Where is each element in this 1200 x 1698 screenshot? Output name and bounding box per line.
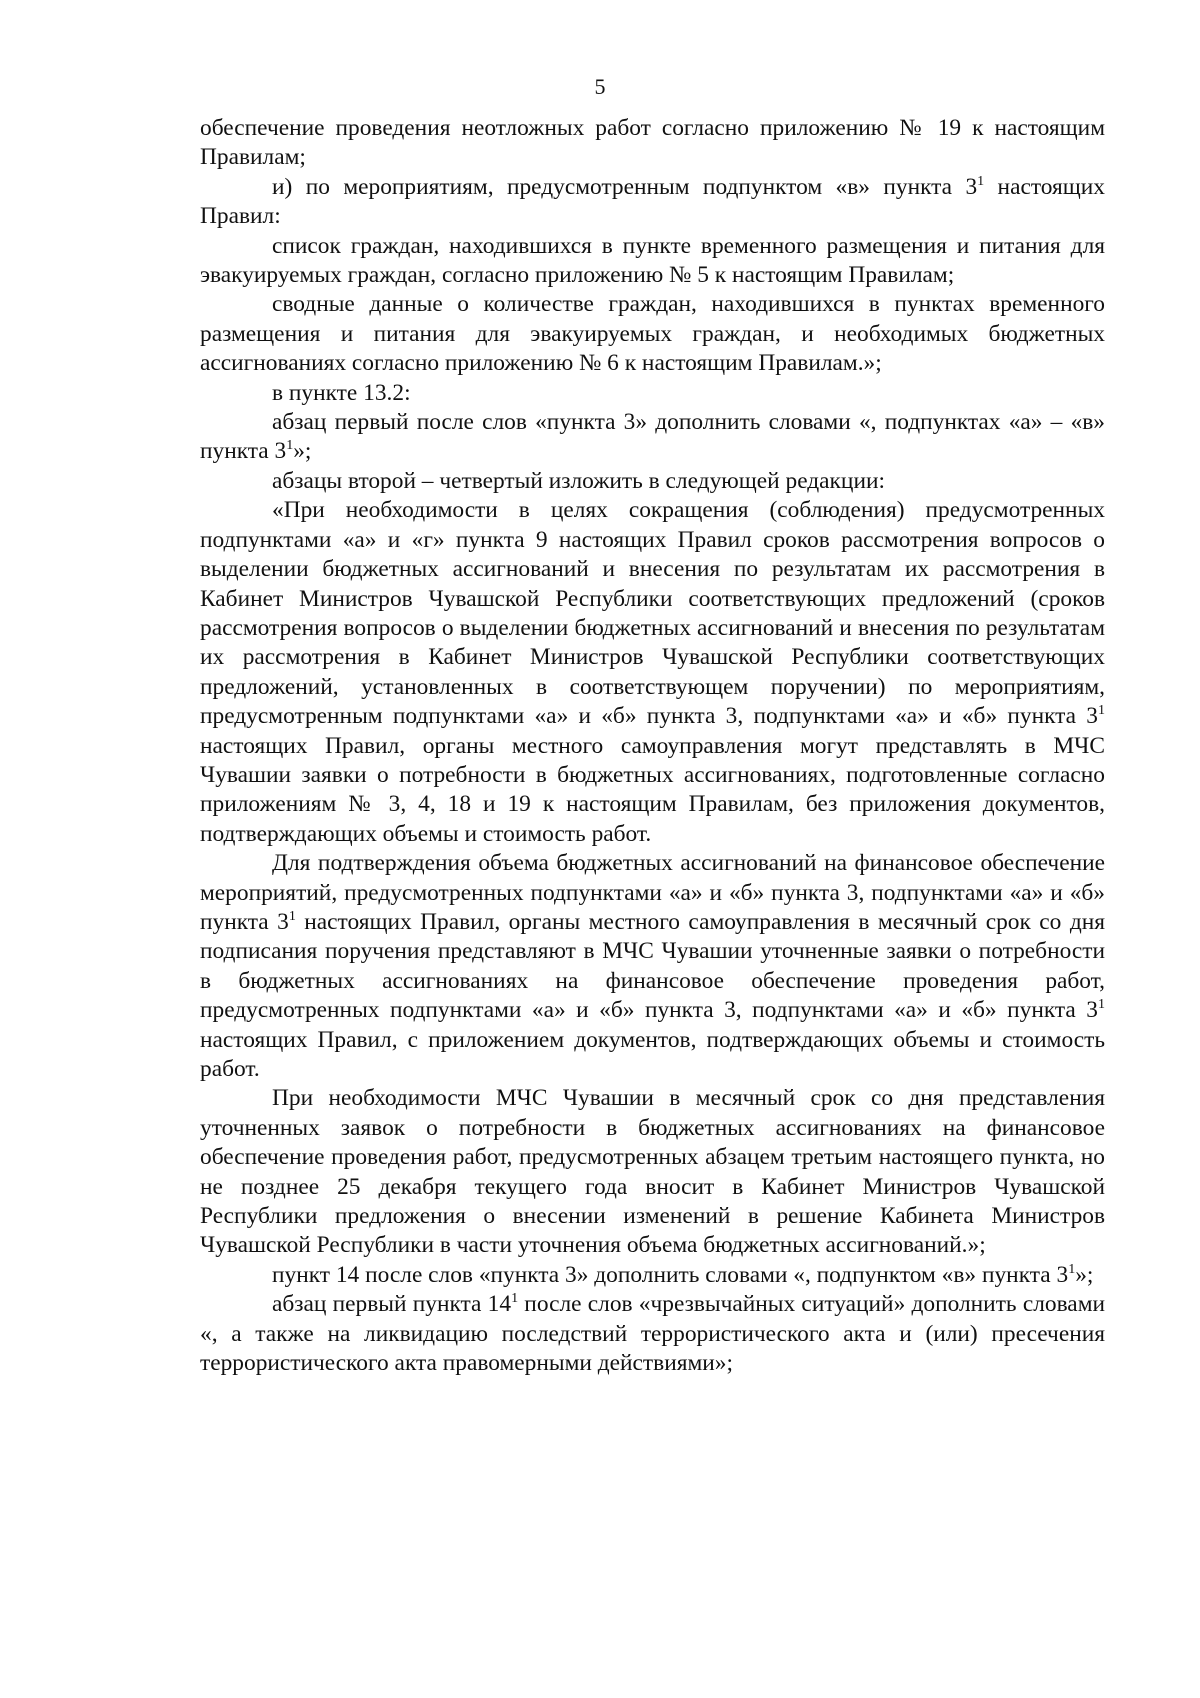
text-run: При необходимости МЧС Чувашии в месячный срок со дня представления уточненных заявок о потребности в бюджетных ассигнованиях на финансовое обеспечение проведения работ, предусмотренных абзацем третьим настоящего пункта, но не позднее 25 декабря текущего года вносит в Кабинет Министров Чувашской Республики предложения о внесении изменений в решение Кабинета Министров Чувашской Республики в части уточнения объема бюджетных ассигнований.»; xyxy=(200,1085,1105,1259)
text-run: абзацы второй – четвертый изложить в следующей редакции: xyxy=(272,467,885,494)
text-run: Для подтверждения объема бюджетных ассигнований на финансовое обеспечение мероприятий, предусмотренных подпунктами «а» и «б» пункта 3, подпунктами «а» и «б» пункта 3 xyxy=(200,850,1105,935)
text-run: и) по мероприятиям, предусмотренным подпунктом «в» пункта 3 xyxy=(272,173,978,200)
paragraph xyxy=(200,1261,1105,1290)
text-run: список граждан, находившихся в пункте временного размещения и питания для эвакуируемых граждан, согласно приложению № 5 к настоящим Правилам; xyxy=(200,232,1105,289)
superscript: 1 xyxy=(286,437,294,454)
text-run: в пункте 13.2: xyxy=(272,379,411,406)
superscript: 1 xyxy=(977,172,985,189)
superscript-wrapper xyxy=(1098,997,1105,1023)
text-run: «При необходимости в целях сокращения (соблюдения) предусмотренных подпунктами «а» и «г» пункта 9 настоящих Правил сроков рассмотрения вопросов о выделении бюджетных ассигнований и внесения по результатам их рассмотрения в Кабинет Министров Чувашской Республики соответствующих предложений (сроков рассмотрения вопросов о выделении бюджетных ассигнований и внесения по результатам их рассмотрения в Кабинет Министров Чувашской Республики соответствующих предложений, установленных в соответствующем поручении) по мероприятиям, предусмотренным подпунктами «а» и «б» пункта 3, подпунктами «а» и «б» пункта 3 xyxy=(200,497,1105,730)
paragraph xyxy=(200,1290,1105,1378)
text-run: настоящих Правил, с приложением документов, подтверждающих объемы и стоимость работ. xyxy=(200,1026,1105,1082)
paragraph xyxy=(200,849,1105,1084)
paragraph xyxy=(200,173,1105,232)
superscript: 1 xyxy=(511,1290,519,1307)
text-run: после слов «чрезвычайных ситуаций» дополнить словами «, а также на ликвидацию последствий террористического акта и (или) пресечения террористического акта правомерными действиями»; xyxy=(200,1291,1106,1377)
text-run: абзац первый после слов «пункта 3» дополнить словами «, подпунктах «а» – «в» пункта 3 xyxy=(200,409,1105,465)
text-run: настоящих Правил, органы местного самоуправления могут представлять в МЧС Чувашии заявки о потребности в бюджетных ассигнованиях, подготовленные согласно приложениям № 3, 4, 18 и 19 к настоящим Правилам, без приложения документов, подтверждающих объемы и стоимость работ. xyxy=(200,732,1105,847)
paragraph xyxy=(200,408,1105,467)
superscript: 1 xyxy=(1068,1260,1076,1277)
text-run: обеспечение проведения неотложных работ согласно приложению № 19 к настоящим Правилам; xyxy=(200,115,1105,171)
text-run: настоящих Правил: xyxy=(200,173,1105,230)
text-run: настоящих Правил, органы местного самоуправления в месячный срок со дня подписания поручения представляют в МЧС Чувашии уточненные заявки о потребности в бюджетных ассигнованиях на финансовое обеспечение проведения работ, предусмотренных подпунктами «а» и «б» пункта 3, подпунктами «а» и «б» пункта 3 xyxy=(200,908,1105,1024)
paragraph xyxy=(200,379,1105,408)
superscript: 1 xyxy=(1097,702,1105,718)
superscript: 1 xyxy=(1097,996,1105,1013)
text-run: сводные данные о количестве граждан, находившихся в пунктах временного размещения и питания для эвакуируемых граждан, и необходимых бюджетных ассигнованиях согласно приложению № 6 к настоящим Правилам.»; xyxy=(200,291,1105,377)
paragraph xyxy=(200,232,1105,291)
text-run: пункт 14 после слов «пункта 3» дополнить словами «, подпунктом «в» пункта 3 xyxy=(272,1261,1069,1288)
superscript: 1 xyxy=(288,907,296,924)
paragraph xyxy=(200,467,1105,496)
superscript-wrapper xyxy=(289,909,296,935)
paragraph xyxy=(200,1084,1105,1260)
text-run: абзац первый пункта 14 xyxy=(272,1291,512,1318)
text-run: »; xyxy=(293,438,312,465)
superscript-wrapper xyxy=(1098,703,1105,729)
text-run: »; xyxy=(1075,1261,1094,1288)
page-number: 5 xyxy=(594,74,606,99)
paragraph xyxy=(200,496,1105,849)
paragraph xyxy=(200,290,1105,378)
document-body xyxy=(200,114,1105,1378)
paragraph xyxy=(200,114,1105,173)
